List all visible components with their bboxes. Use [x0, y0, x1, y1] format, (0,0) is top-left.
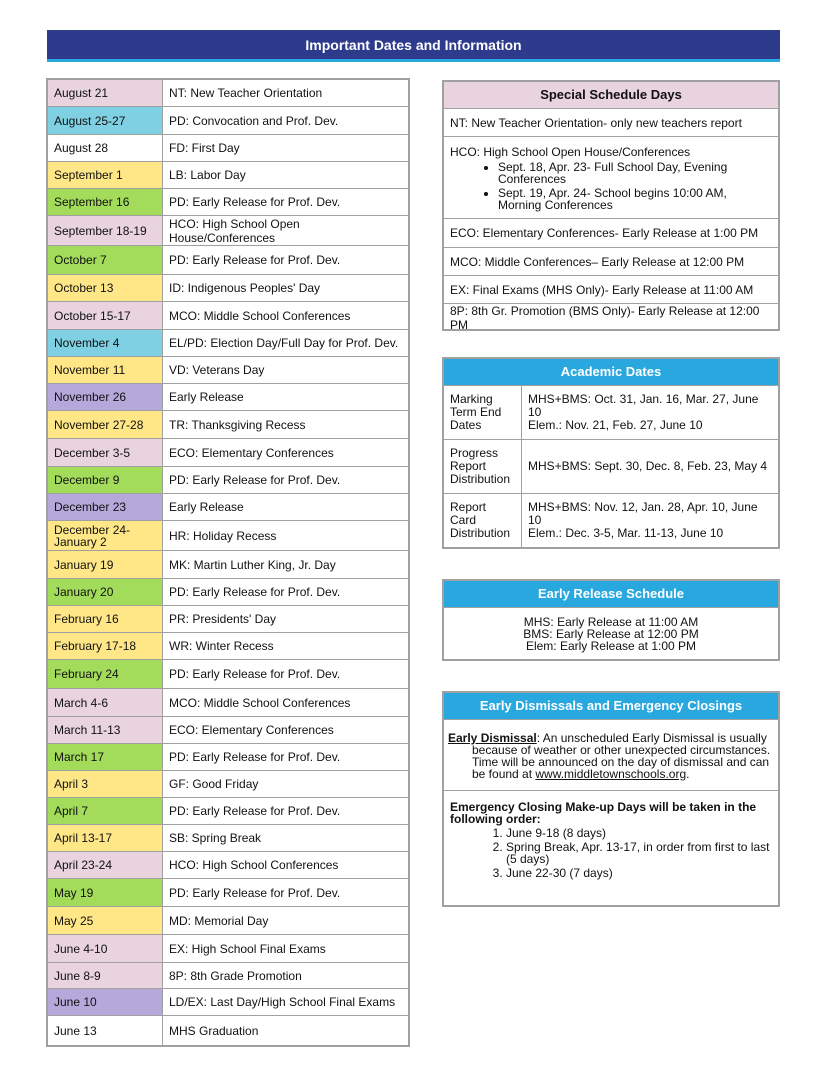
calendar-event: EL/PD: Election Day/Full Day for Prof. Dev.	[163, 330, 408, 356]
calendar-date: October 13	[48, 275, 163, 301]
calendar-row	[48, 357, 408, 384]
calendar-row	[48, 302, 408, 330]
calendar-row	[48, 439, 408, 467]
calendar-date: December 23	[48, 494, 163, 520]
calendar-row	[48, 579, 408, 606]
calendar-event: PR: Presidents' Day	[163, 606, 408, 632]
calendar-row	[48, 467, 408, 494]
calendar-date: February 17-18	[48, 633, 163, 659]
early-release-line: Elem: Early Release at 1:00 PM	[525, 639, 697, 653]
academic-line: Elem.: Nov. 21, Feb. 27, June 10	[528, 418, 703, 432]
academic-row-value	[522, 386, 778, 439]
academic-row-label: Report Card Distribution	[444, 494, 522, 547]
calendar-row	[48, 798, 408, 825]
calendar-date: January 19	[48, 551, 163, 578]
calendar-event: FD: First Day	[163, 135, 408, 161]
emergency-closing-heading: Emergency Closing Make-up Days will be taken in the following order:	[450, 800, 757, 826]
early-release-line: BMS: Early Release at 12:00 PM	[523, 627, 699, 641]
academic-row-value	[522, 440, 778, 493]
calendar-row	[48, 771, 408, 798]
calendar-row	[48, 825, 408, 852]
calendar-date: June 4-10	[48, 935, 163, 962]
emergency-closing-item: 2. Spring Break, Apr. 13-17, in order from first to last (5 days)	[506, 841, 772, 865]
calendar-event: LD/EX: Last Day/High School Final Exams	[163, 989, 408, 1015]
calendar-row	[48, 606, 408, 633]
academic-row	[444, 386, 778, 440]
calendar-date: June 8-9	[48, 963, 163, 988]
calendar-date: April 23-24	[48, 852, 163, 878]
calendar-date: August 21	[48, 80, 163, 106]
dismissals-box	[442, 691, 780, 907]
calendar-row	[48, 162, 408, 189]
calendar-row	[48, 246, 408, 275]
academic-dates-title: Academic Dates	[444, 359, 778, 386]
academic-row-value	[522, 494, 778, 547]
calendar-event: PD: Early Release for Prof. Dev.	[163, 660, 408, 688]
calendar-event: 8P: 8th Grade Promotion	[163, 963, 408, 988]
calendar-event: ECO: Elementary Conferences	[163, 439, 408, 466]
calendar-date: January 20	[48, 579, 163, 605]
calendar-event: ECO: Elementary Conferences	[163, 717, 408, 743]
calendar-event: HCO: High School Conferences	[163, 852, 408, 878]
calendar-event: PD: Early Release for Prof. Dev.	[163, 579, 408, 605]
calendar-date: May 19	[48, 879, 163, 906]
calendar-event: Early Release	[163, 384, 408, 410]
special-hco-title: HCO: High School Open House/Conferences	[450, 145, 691, 159]
calendar-event: MHS Graduation	[163, 1016, 408, 1045]
academic-row-label: Marking Term End Dates	[444, 386, 522, 439]
calendar-date: September 1	[48, 162, 163, 188]
calendar-date: October 7	[48, 246, 163, 274]
calendar-date: April 13-17	[48, 825, 163, 851]
academic-line: MHS+BMS: Oct. 31, Jan. 16, Mar. 27, June 10	[528, 392, 759, 419]
emergency-closing-section	[444, 791, 778, 891]
academic-row	[444, 440, 778, 494]
calendar-row	[48, 135, 408, 162]
calendar-event: Early Release	[163, 494, 408, 520]
calendar-date: February 16	[48, 606, 163, 632]
calendar-row	[48, 521, 408, 551]
calendar-event: GF: Good Friday	[163, 771, 408, 797]
special-hco-bullet: • Sept. 18, Apr. 23- Full School Day, Evening Conferences	[498, 161, 772, 185]
special-eco: ECO: Elementary Conferences- Early Release at 1:00 PM	[444, 219, 778, 248]
calendar-date: May 25	[48, 907, 163, 934]
calendar-date: October 15-17	[48, 302, 163, 329]
special-hco-list	[450, 161, 772, 211]
calendar-event: NT: New Teacher Orientation	[163, 80, 408, 106]
early-dismissal-paragraph	[444, 720, 778, 791]
calendar-row	[48, 852, 408, 879]
special-mco: MCO: Middle Conferences– Early Release at 12:00 PM	[444, 248, 778, 276]
calendar-date: March 17	[48, 744, 163, 770]
calendar-row	[48, 935, 408, 963]
calendar-event: EX: High School Final Exams	[163, 935, 408, 962]
academic-line: MHS+BMS: Sept. 30, Dec. 8, Feb. 23, May 4	[528, 459, 768, 473]
calendar-date: April 3	[48, 771, 163, 797]
calendar-event: PD: Early Release for Prof. Dev.	[163, 189, 408, 215]
calendar-row	[48, 717, 408, 744]
calendar-row	[48, 907, 408, 935]
special-nt: NT: New Teacher Orientation- only new teachers report	[444, 109, 778, 137]
calendar-date: November 4	[48, 330, 163, 356]
calendar-date: March 4-6	[48, 689, 163, 716]
calendar-date: June 13	[48, 1016, 163, 1045]
academic-line: Elem.: Dec. 3-5, Mar. 11-13, June 10	[528, 526, 724, 540]
special-schedule-box	[442, 80, 780, 331]
calendar-event: MCO: Middle School Conferences	[163, 302, 408, 329]
calendar-date: August 28	[48, 135, 163, 161]
calendar-event: PD: Early Release for Prof. Dev.	[163, 467, 408, 493]
calendar-date: September 18-19	[48, 216, 163, 245]
early-release-title: Early Release Schedule	[444, 581, 778, 608]
calendar-date: November 11	[48, 357, 163, 383]
calendar-event: PD: Convocation and Prof. Dev.	[163, 107, 408, 134]
calendar-event: TR: Thanksgiving Recess	[163, 411, 408, 438]
calendar-date: August 25-27	[48, 107, 163, 134]
calendar-date: November 26	[48, 384, 163, 410]
calendar-event: HCO: High School Open House/Conferences	[163, 216, 408, 245]
calendar-event: PD: Early Release for Prof. Dev.	[163, 246, 408, 274]
special-8p: 8P: 8th Gr. Promotion (BMS Only)- Early Release at 12:00 PM	[450, 304, 760, 332]
calendar-table	[46, 78, 410, 1047]
calendar-date: December 9	[48, 467, 163, 493]
early-dismissal-text-cont	[448, 744, 774, 780]
calendar-row	[48, 384, 408, 411]
emergency-closing-list	[450, 827, 772, 879]
calendar-date: November 27-28	[48, 411, 163, 438]
calendar-date: December 24- January 2	[48, 521, 163, 550]
calendar-event: WR: Winter Recess	[163, 633, 408, 659]
calendar-date: February 24	[48, 660, 163, 688]
calendar-date: September 16	[48, 189, 163, 215]
calendar-date: June 10	[48, 989, 163, 1015]
calendar-event: SB: Spring Break	[163, 825, 408, 851]
academic-row	[444, 494, 778, 547]
early-dismissal-text: .	[686, 767, 690, 781]
early-release-body	[444, 608, 778, 660]
emergency-closing-item: 1. June 9-18 (8 days)	[506, 827, 772, 839]
calendar-row	[48, 744, 408, 771]
calendar-row	[48, 494, 408, 521]
calendar-row	[48, 107, 408, 135]
special-ex: EX: Final Exams (MHS Only)- Early Release at 11:00 AM	[444, 276, 778, 304]
calendar-row	[48, 189, 408, 216]
special-schedule-title: Special Schedule Days	[444, 82, 778, 109]
calendar-event: PD: Early Release for Prof. Dev.	[163, 879, 408, 906]
special-hco	[444, 137, 778, 219]
calendar-date: December 3-5	[48, 439, 163, 466]
early-release-line: MHS: Early Release at 11:00 AM	[523, 615, 699, 629]
calendar-event: MK: Martin Luther King, Jr. Day	[163, 551, 408, 578]
calendar-event: MCO: Middle School Conferences	[163, 689, 408, 716]
calendar-event: PD: Early Release for Prof. Dev.	[163, 744, 408, 770]
dismissals-title: Early Dismissals and Emergency Closings	[444, 693, 778, 720]
early-release-box	[442, 579, 780, 661]
calendar-event: HR: Holiday Recess	[163, 521, 408, 550]
early-dismissal-label: Early Dismissal	[448, 731, 537, 745]
calendar-date: April 7	[48, 798, 163, 824]
district-website-link[interactable]: www.middletownschools.org	[535, 767, 687, 781]
calendar-row	[48, 80, 408, 107]
calendar-row	[48, 551, 408, 579]
calendar-row	[48, 633, 408, 660]
calendar-row	[48, 330, 408, 357]
special-hco-bullet: • Sept. 19, Apr. 24- School begins 10:00 AM, Morning Conferences	[498, 187, 772, 211]
calendar-row	[48, 963, 408, 989]
calendar-event: ID: Indigenous Peoples' Day	[163, 275, 408, 301]
calendar-date: March 11-13	[48, 717, 163, 743]
emergency-closing-item: 3. June 22-30 (7 days)	[506, 867, 772, 879]
calendar-row	[48, 660, 408, 689]
academic-row-label: Progress Report Distribution	[444, 440, 522, 493]
calendar-row	[48, 989, 408, 1016]
calendar-row	[48, 1016, 408, 1045]
academic-line: MHS+BMS: Nov. 12, Jan. 28, Apr. 10, June 10	[528, 500, 758, 527]
calendar-row	[48, 411, 408, 439]
calendar-row	[48, 879, 408, 907]
early-dismissal-text: : An unscheduled Early Dismissal is usually	[536, 731, 767, 745]
calendar-event: LB: Labor Day	[163, 162, 408, 188]
calendar-row	[48, 275, 408, 302]
calendar-event: PD: Early Release for Prof. Dev.	[163, 798, 408, 824]
academic-dates-box	[442, 357, 780, 549]
early-dismissal-text: because of weather or other unexpected circumstances. Time will be announced on the day of dismissal and can be found at	[472, 743, 771, 781]
calendar-event: MD: Memorial Day	[163, 907, 408, 934]
calendar-row	[48, 689, 408, 717]
page-banner: Important Dates and Information	[47, 30, 780, 62]
calendar-event: VD: Veterans Day	[163, 357, 408, 383]
calendar-row	[48, 216, 408, 246]
